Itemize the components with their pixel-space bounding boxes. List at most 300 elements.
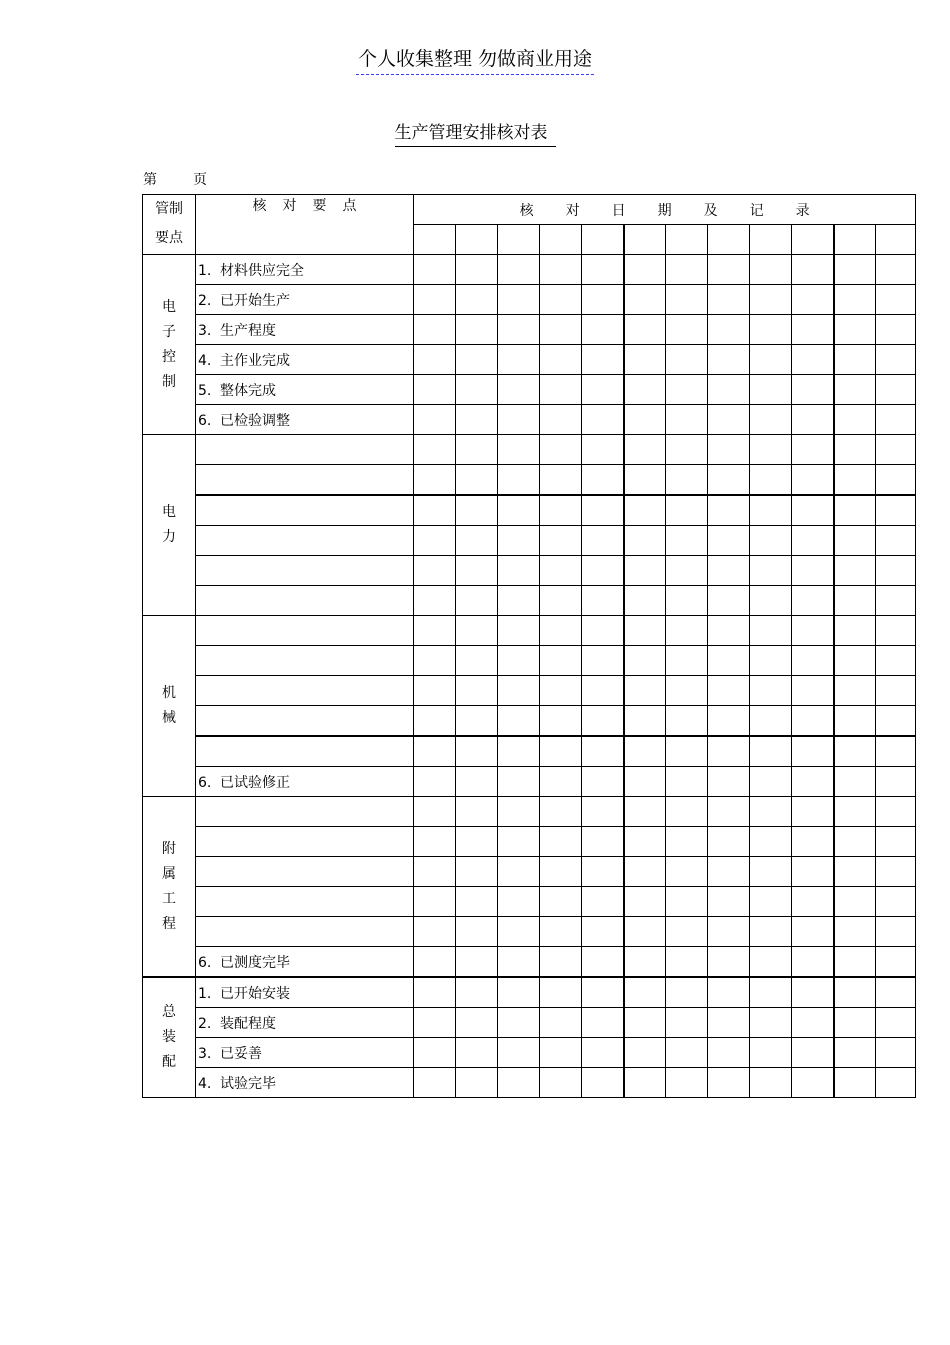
date-record-cell[interactable] xyxy=(414,495,456,526)
date-record-cell[interactable] xyxy=(414,435,456,465)
date-record-cell[interactable] xyxy=(876,917,916,947)
date-record-cell[interactable] xyxy=(792,285,834,315)
date-record-cell[interactable] xyxy=(792,917,834,947)
date-record-cell[interactable] xyxy=(414,977,456,1008)
check-point-cell[interactable] xyxy=(196,405,414,435)
date-record-cell[interactable] xyxy=(624,827,666,857)
date-column-header[interactable] xyxy=(498,225,540,255)
check-point-cell[interactable] xyxy=(196,947,414,978)
date-record-cell[interactable] xyxy=(834,495,876,526)
date-record-cell[interactable] xyxy=(876,676,916,706)
date-record-cell[interactable] xyxy=(414,887,456,917)
date-record-cell[interactable] xyxy=(582,676,624,706)
date-record-cell[interactable] xyxy=(498,465,540,496)
date-record-cell[interactable] xyxy=(498,857,540,887)
date-record-cell[interactable] xyxy=(540,375,582,405)
check-point-cell[interactable] xyxy=(196,435,414,465)
date-record-cell[interactable] xyxy=(708,767,750,797)
check-point-cell[interactable] xyxy=(196,736,414,767)
date-record-cell[interactable] xyxy=(834,1038,876,1068)
date-record-cell[interactable] xyxy=(666,315,708,345)
date-record-cell[interactable] xyxy=(750,526,792,556)
date-record-cell[interactable] xyxy=(624,1068,666,1098)
date-record-cell[interactable] xyxy=(876,526,916,556)
date-record-cell[interactable] xyxy=(414,1068,456,1098)
date-record-cell[interactable] xyxy=(498,887,540,917)
date-record-cell[interactable] xyxy=(582,435,624,465)
date-record-cell[interactable] xyxy=(708,736,750,767)
date-record-cell[interactable] xyxy=(582,616,624,646)
date-record-cell[interactable] xyxy=(540,676,582,706)
date-record-cell[interactable] xyxy=(750,495,792,526)
date-record-cell[interactable] xyxy=(666,465,708,496)
date-record-cell[interactable] xyxy=(834,465,876,496)
date-record-cell[interactable] xyxy=(624,887,666,917)
date-record-cell[interactable] xyxy=(456,375,498,405)
date-record-cell[interactable] xyxy=(540,465,582,496)
date-record-cell[interactable] xyxy=(414,857,456,887)
date-record-cell[interactable] xyxy=(708,706,750,737)
date-record-cell[interactable] xyxy=(666,977,708,1008)
date-record-cell[interactable] xyxy=(750,1038,792,1068)
date-record-cell[interactable] xyxy=(750,887,792,917)
date-record-cell[interactable] xyxy=(582,736,624,767)
date-record-cell[interactable] xyxy=(876,315,916,345)
date-record-cell[interactable] xyxy=(708,857,750,887)
date-record-cell[interactable] xyxy=(582,887,624,917)
date-record-cell[interactable] xyxy=(666,917,708,947)
date-record-cell[interactable] xyxy=(540,887,582,917)
date-record-cell[interactable] xyxy=(750,405,792,435)
date-record-cell[interactable] xyxy=(876,375,916,405)
check-point-cell[interactable] xyxy=(196,616,414,646)
date-record-cell[interactable] xyxy=(750,315,792,345)
date-record-cell[interactable] xyxy=(456,405,498,435)
date-record-cell[interactable] xyxy=(414,526,456,556)
check-point-cell[interactable] xyxy=(196,495,414,526)
date-record-cell[interactable] xyxy=(414,797,456,827)
date-record-cell[interactable] xyxy=(540,797,582,827)
date-record-cell[interactable] xyxy=(708,345,750,375)
date-record-cell[interactable] xyxy=(498,405,540,435)
check-point-cell[interactable] xyxy=(196,1008,414,1038)
date-record-cell[interactable] xyxy=(456,495,498,526)
date-record-cell[interactable] xyxy=(876,285,916,315)
date-record-cell[interactable] xyxy=(582,917,624,947)
date-record-cell[interactable] xyxy=(582,495,624,526)
date-record-cell[interactable] xyxy=(708,526,750,556)
check-point-cell[interactable] xyxy=(196,345,414,375)
date-record-cell[interactable] xyxy=(582,556,624,586)
date-record-cell[interactable] xyxy=(540,1068,582,1098)
date-record-cell[interactable] xyxy=(456,676,498,706)
date-record-cell[interactable] xyxy=(624,526,666,556)
date-record-cell[interactable] xyxy=(624,767,666,797)
date-record-cell[interactable] xyxy=(666,1008,708,1038)
date-record-cell[interactable] xyxy=(708,947,750,978)
date-record-cell[interactable] xyxy=(792,586,834,616)
date-record-cell[interactable] xyxy=(708,646,750,676)
date-record-cell[interactable] xyxy=(498,1008,540,1038)
date-record-cell[interactable] xyxy=(414,465,456,496)
date-record-cell[interactable] xyxy=(582,1038,624,1068)
date-record-cell[interactable] xyxy=(750,797,792,827)
date-record-cell[interactable] xyxy=(792,375,834,405)
check-point-cell[interactable] xyxy=(196,375,414,405)
date-column-header[interactable] xyxy=(876,225,916,255)
date-record-cell[interactable] xyxy=(498,435,540,465)
date-record-cell[interactable] xyxy=(708,435,750,465)
date-record-cell[interactable] xyxy=(540,586,582,616)
date-record-cell[interactable] xyxy=(582,586,624,616)
date-record-cell[interactable] xyxy=(834,1068,876,1098)
date-record-cell[interactable] xyxy=(834,285,876,315)
date-record-cell[interactable] xyxy=(498,586,540,616)
date-record-cell[interactable] xyxy=(876,255,916,285)
date-record-cell[interactable] xyxy=(498,1068,540,1098)
check-point-cell[interactable] xyxy=(196,1068,414,1098)
date-record-cell[interactable] xyxy=(750,255,792,285)
date-record-cell[interactable] xyxy=(540,857,582,887)
date-record-cell[interactable] xyxy=(708,255,750,285)
date-record-cell[interactable] xyxy=(498,977,540,1008)
date-record-cell[interactable] xyxy=(792,495,834,526)
date-record-cell[interactable] xyxy=(666,345,708,375)
date-record-cell[interactable] xyxy=(624,857,666,887)
date-record-cell[interactable] xyxy=(708,676,750,706)
check-point-cell[interactable] xyxy=(196,556,414,586)
date-record-cell[interactable] xyxy=(498,1038,540,1068)
date-record-cell[interactable] xyxy=(666,1068,708,1098)
date-record-cell[interactable] xyxy=(624,465,666,496)
date-record-cell[interactable] xyxy=(876,827,916,857)
date-record-cell[interactable] xyxy=(582,827,624,857)
date-record-cell[interactable] xyxy=(708,797,750,827)
date-record-cell[interactable] xyxy=(498,285,540,315)
date-record-cell[interactable] xyxy=(834,255,876,285)
date-record-cell[interactable] xyxy=(708,315,750,345)
date-record-cell[interactable] xyxy=(498,526,540,556)
date-record-cell[interactable] xyxy=(414,1038,456,1068)
date-record-cell[interactable] xyxy=(834,616,876,646)
date-record-cell[interactable] xyxy=(666,405,708,435)
date-record-cell[interactable] xyxy=(456,345,498,375)
date-record-cell[interactable] xyxy=(792,1038,834,1068)
date-record-cell[interactable] xyxy=(708,1038,750,1068)
date-record-cell[interactable] xyxy=(792,315,834,345)
date-record-cell[interactable] xyxy=(834,676,876,706)
date-record-cell[interactable] xyxy=(624,586,666,616)
date-record-cell[interactable] xyxy=(456,887,498,917)
date-record-cell[interactable] xyxy=(624,736,666,767)
date-record-cell[interactable] xyxy=(498,767,540,797)
date-record-cell[interactable] xyxy=(876,1038,916,1068)
check-point-cell[interactable] xyxy=(196,797,414,827)
date-record-cell[interactable] xyxy=(456,315,498,345)
date-record-cell[interactable] xyxy=(456,736,498,767)
date-record-cell[interactable] xyxy=(834,767,876,797)
date-record-cell[interactable] xyxy=(414,315,456,345)
date-record-cell[interactable] xyxy=(750,827,792,857)
date-record-cell[interactable] xyxy=(414,706,456,737)
date-record-cell[interactable] xyxy=(792,345,834,375)
date-record-cell[interactable] xyxy=(624,345,666,375)
date-record-cell[interactable] xyxy=(540,767,582,797)
date-record-cell[interactable] xyxy=(876,435,916,465)
date-record-cell[interactable] xyxy=(834,797,876,827)
date-record-cell[interactable] xyxy=(414,827,456,857)
date-record-cell[interactable] xyxy=(666,435,708,465)
date-record-cell[interactable] xyxy=(498,706,540,737)
date-record-cell[interactable] xyxy=(498,616,540,646)
date-record-cell[interactable] xyxy=(666,556,708,586)
date-record-cell[interactable] xyxy=(792,405,834,435)
date-record-cell[interactable] xyxy=(792,797,834,827)
date-record-cell[interactable] xyxy=(540,736,582,767)
date-record-cell[interactable] xyxy=(876,857,916,887)
date-record-cell[interactable] xyxy=(876,1068,916,1098)
date-record-cell[interactable] xyxy=(414,616,456,646)
date-record-cell[interactable] xyxy=(750,646,792,676)
check-point-cell[interactable] xyxy=(196,255,414,285)
date-record-cell[interactable] xyxy=(666,706,708,737)
date-record-cell[interactable] xyxy=(414,405,456,435)
date-record-cell[interactable] xyxy=(834,556,876,586)
date-record-cell[interactable] xyxy=(792,1068,834,1098)
date-record-cell[interactable] xyxy=(708,285,750,315)
check-point-cell[interactable] xyxy=(196,586,414,616)
date-record-cell[interactable] xyxy=(792,255,834,285)
date-record-cell[interactable] xyxy=(414,917,456,947)
date-record-cell[interactable] xyxy=(834,706,876,737)
date-column-header[interactable] xyxy=(792,225,834,255)
date-record-cell[interactable] xyxy=(582,947,624,978)
date-record-cell[interactable] xyxy=(540,345,582,375)
date-record-cell[interactable] xyxy=(750,977,792,1008)
date-record-cell[interactable] xyxy=(456,797,498,827)
date-record-cell[interactable] xyxy=(456,947,498,978)
date-record-cell[interactable] xyxy=(540,917,582,947)
date-record-cell[interactable] xyxy=(414,646,456,676)
date-record-cell[interactable] xyxy=(540,526,582,556)
date-record-cell[interactable] xyxy=(834,917,876,947)
date-record-cell[interactable] xyxy=(792,887,834,917)
date-record-cell[interactable] xyxy=(876,706,916,737)
date-record-cell[interactable] xyxy=(876,495,916,526)
date-record-cell[interactable] xyxy=(540,1008,582,1038)
date-record-cell[interactable] xyxy=(624,917,666,947)
date-record-cell[interactable] xyxy=(834,857,876,887)
date-record-cell[interactable] xyxy=(792,947,834,978)
date-record-cell[interactable] xyxy=(582,1008,624,1038)
date-record-cell[interactable] xyxy=(414,947,456,978)
date-record-cell[interactable] xyxy=(414,736,456,767)
date-record-cell[interactable] xyxy=(750,586,792,616)
date-record-cell[interactable] xyxy=(582,465,624,496)
check-point-cell[interactable] xyxy=(196,917,414,947)
date-column-header[interactable] xyxy=(456,225,498,255)
date-column-header[interactable] xyxy=(750,225,792,255)
date-record-cell[interactable] xyxy=(456,255,498,285)
date-record-cell[interactable] xyxy=(582,646,624,676)
date-record-cell[interactable] xyxy=(582,255,624,285)
date-record-cell[interactable] xyxy=(792,676,834,706)
check-point-cell[interactable] xyxy=(196,285,414,315)
date-record-cell[interactable] xyxy=(582,706,624,737)
date-record-cell[interactable] xyxy=(792,1008,834,1038)
date-record-cell[interactable] xyxy=(708,917,750,947)
date-record-cell[interactable] xyxy=(582,767,624,797)
date-record-cell[interactable] xyxy=(750,556,792,586)
date-record-cell[interactable] xyxy=(834,977,876,1008)
date-record-cell[interactable] xyxy=(750,676,792,706)
date-record-cell[interactable] xyxy=(456,977,498,1008)
date-record-cell[interactable] xyxy=(456,465,498,496)
date-record-cell[interactable] xyxy=(414,556,456,586)
date-record-cell[interactable] xyxy=(876,556,916,586)
date-record-cell[interactable] xyxy=(540,646,582,676)
date-record-cell[interactable] xyxy=(624,405,666,435)
date-record-cell[interactable] xyxy=(456,285,498,315)
date-record-cell[interactable] xyxy=(498,646,540,676)
date-record-cell[interactable] xyxy=(750,736,792,767)
date-record-cell[interactable] xyxy=(708,495,750,526)
date-record-cell[interactable] xyxy=(708,616,750,646)
date-record-cell[interactable] xyxy=(750,375,792,405)
date-record-cell[interactable] xyxy=(666,676,708,706)
date-record-cell[interactable] xyxy=(582,405,624,435)
date-record-cell[interactable] xyxy=(498,556,540,586)
date-record-cell[interactable] xyxy=(792,465,834,496)
date-record-cell[interactable] xyxy=(834,887,876,917)
date-record-cell[interactable] xyxy=(624,646,666,676)
date-record-cell[interactable] xyxy=(666,736,708,767)
date-record-cell[interactable] xyxy=(708,887,750,917)
date-record-cell[interactable] xyxy=(792,767,834,797)
date-record-cell[interactable] xyxy=(414,586,456,616)
date-record-cell[interactable] xyxy=(834,736,876,767)
date-record-cell[interactable] xyxy=(498,375,540,405)
check-point-cell[interactable] xyxy=(196,465,414,496)
date-record-cell[interactable] xyxy=(666,495,708,526)
date-record-cell[interactable] xyxy=(708,465,750,496)
date-record-cell[interactable] xyxy=(498,736,540,767)
date-column-header[interactable] xyxy=(708,225,750,255)
date-record-cell[interactable] xyxy=(666,646,708,676)
date-record-cell[interactable] xyxy=(456,827,498,857)
date-record-cell[interactable] xyxy=(666,767,708,797)
date-record-cell[interactable] xyxy=(876,405,916,435)
date-record-cell[interactable] xyxy=(624,616,666,646)
date-record-cell[interactable] xyxy=(834,405,876,435)
date-record-cell[interactable] xyxy=(540,947,582,978)
date-record-cell[interactable] xyxy=(624,947,666,978)
date-record-cell[interactable] xyxy=(750,706,792,737)
date-record-cell[interactable] xyxy=(666,616,708,646)
date-record-cell[interactable] xyxy=(540,977,582,1008)
date-record-cell[interactable] xyxy=(792,706,834,737)
check-point-cell[interactable] xyxy=(196,857,414,887)
date-record-cell[interactable] xyxy=(792,857,834,887)
check-point-cell[interactable] xyxy=(196,887,414,917)
date-record-cell[interactable] xyxy=(708,405,750,435)
date-record-cell[interactable] xyxy=(624,435,666,465)
date-record-cell[interactable] xyxy=(750,767,792,797)
date-record-cell[interactable] xyxy=(834,375,876,405)
date-record-cell[interactable] xyxy=(456,1068,498,1098)
date-record-cell[interactable] xyxy=(414,767,456,797)
date-record-cell[interactable] xyxy=(666,887,708,917)
date-record-cell[interactable] xyxy=(834,435,876,465)
date-record-cell[interactable] xyxy=(876,616,916,646)
date-record-cell[interactable] xyxy=(498,255,540,285)
date-record-cell[interactable] xyxy=(750,947,792,978)
date-record-cell[interactable] xyxy=(750,285,792,315)
check-point-cell[interactable] xyxy=(196,676,414,706)
date-record-cell[interactable] xyxy=(750,1068,792,1098)
date-record-cell[interactable] xyxy=(708,556,750,586)
date-record-cell[interactable] xyxy=(624,556,666,586)
date-record-cell[interactable] xyxy=(708,1068,750,1098)
check-point-cell[interactable] xyxy=(196,706,414,737)
date-record-cell[interactable] xyxy=(834,526,876,556)
date-record-cell[interactable] xyxy=(834,947,876,978)
check-point-cell[interactable] xyxy=(196,977,414,1008)
date-record-cell[interactable] xyxy=(876,646,916,676)
date-record-cell[interactable] xyxy=(792,616,834,646)
date-record-cell[interactable] xyxy=(582,857,624,887)
date-record-cell[interactable] xyxy=(876,465,916,496)
date-record-cell[interactable] xyxy=(876,947,916,978)
date-record-cell[interactable] xyxy=(456,586,498,616)
date-record-cell[interactable] xyxy=(876,797,916,827)
date-record-cell[interactable] xyxy=(414,1008,456,1038)
date-record-cell[interactable] xyxy=(792,646,834,676)
date-record-cell[interactable] xyxy=(708,977,750,1008)
date-record-cell[interactable] xyxy=(582,1068,624,1098)
check-point-cell[interactable] xyxy=(196,767,414,797)
date-record-cell[interactable] xyxy=(624,676,666,706)
date-record-cell[interactable] xyxy=(792,435,834,465)
date-record-cell[interactable] xyxy=(792,977,834,1008)
date-record-cell[interactable] xyxy=(876,345,916,375)
date-record-cell[interactable] xyxy=(666,1038,708,1068)
date-record-cell[interactable] xyxy=(750,857,792,887)
date-record-cell[interactable] xyxy=(876,736,916,767)
date-record-cell[interactable] xyxy=(708,586,750,616)
date-record-cell[interactable] xyxy=(456,857,498,887)
date-record-cell[interactable] xyxy=(750,1008,792,1038)
date-record-cell[interactable] xyxy=(456,646,498,676)
date-record-cell[interactable] xyxy=(540,616,582,646)
date-record-cell[interactable] xyxy=(624,315,666,345)
date-record-cell[interactable] xyxy=(624,797,666,827)
date-record-cell[interactable] xyxy=(498,827,540,857)
date-record-cell[interactable] xyxy=(876,767,916,797)
date-record-cell[interactable] xyxy=(666,255,708,285)
date-record-cell[interactable] xyxy=(666,947,708,978)
date-record-cell[interactable] xyxy=(624,375,666,405)
date-record-cell[interactable] xyxy=(414,375,456,405)
date-record-cell[interactable] xyxy=(456,616,498,646)
date-record-cell[interactable] xyxy=(414,676,456,706)
date-record-cell[interactable] xyxy=(414,285,456,315)
date-record-cell[interactable] xyxy=(540,827,582,857)
date-record-cell[interactable] xyxy=(456,526,498,556)
date-record-cell[interactable] xyxy=(582,797,624,827)
check-point-cell[interactable] xyxy=(196,646,414,676)
date-record-cell[interactable] xyxy=(624,706,666,737)
